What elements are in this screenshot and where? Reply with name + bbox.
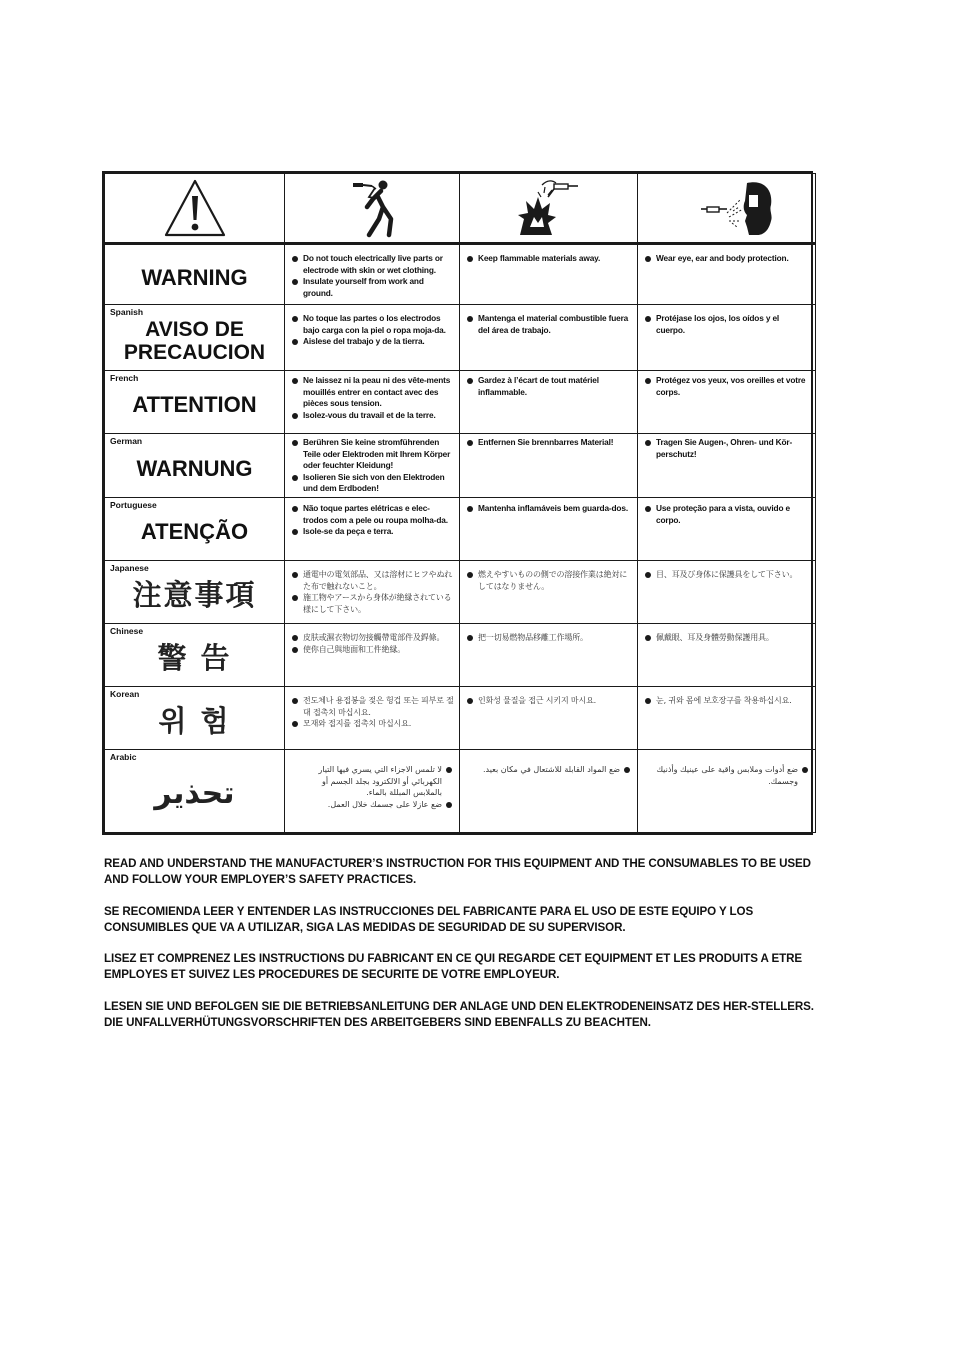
row-spanish	[105, 305, 816, 371]
list-item: 佩戴眼、耳及身體勞動保護用具。	[644, 632, 810, 644]
warning-word: WARNING	[141, 264, 248, 290]
row-english	[105, 244, 816, 305]
lang-cell	[105, 244, 285, 305]
fire-explosion-icon	[514, 177, 584, 239]
list-item: Mantenha inflamáveis bem guarda-dos.	[466, 503, 632, 515]
shock-text-cell	[285, 244, 460, 305]
list-item: Entfernen Sie brennbarres Material!	[466, 437, 632, 449]
lang-cell	[105, 498, 285, 561]
list-item: ضع عازلا على جسمك خلال العمل.	[291, 799, 453, 811]
language-label: Arabic	[110, 752, 137, 762]
list-item: Berühren Sie keine stromführenden Teile oder Elektroden mit Ihrem Körper oder feuchter Kleidung!	[291, 437, 454, 472]
list-item: Gardez à l’écart de tout matériel inflammable.	[466, 375, 632, 398]
warning-word: ATTENTION	[132, 392, 257, 417]
lang-cell	[105, 371, 285, 434]
warning-word: 위 험	[158, 704, 231, 738]
list-item: 目、耳及び身体に保護具をして下さい。	[644, 569, 810, 581]
warning-icon-cell	[105, 174, 285, 244]
instruction-paragraph-spanish: SE RECOMIENDA LEER Y ENTENDER LAS INSTRUCCIONES DEL FABRICANTE PARA EL USO DE ESTE EQUIPO Y LOS CONSUMIBLES QUE VA A UTILIZAR, SIGA LAS MEDIDAS DE SEGURIDAD DE SU SUPERVISOR.	[104, 905, 754, 934]
warning-word: 警 告	[157, 641, 232, 675]
warning-word: ATENÇÃO	[140, 519, 249, 544]
warning-word: AVISO DE PRECAUCION	[123, 317, 266, 364]
shock-text-cell	[285, 750, 460, 833]
language-label: German	[110, 436, 143, 446]
shock-text-cell	[285, 561, 460, 624]
list-item: No toque las partes o los electrodos bajo carga con la piel o ropa moja-da.	[291, 313, 454, 336]
lang-cell	[105, 434, 285, 498]
language-label: Korean	[110, 689, 140, 699]
instruction-paragraph-german: LESEN SIE UND BEFOLGEN SIE DIE BETRIEBSANLEITUNG DER ANLAGE UND DEN ELEKTRODENEINSATZ DES HER-STELLERS. DIE UNFALLVERHÜTUNGSVORSCHRIFTEN DES ARBEITGEBERS SIND EBENFALLS ZU BEACHTEN.	[104, 1000, 814, 1029]
instruction-paragraph-english: READ AND UNDERSTAND THE MANUFACTURER’S INSTRUCTION FOR THIS EQUIPMENT AND THE CONSUMABLES TO BE USED AND FOLLOW YOUR EMPLOYER’S SAFETY PRACTICES.	[104, 857, 811, 886]
fire-icon-cell	[460, 174, 638, 244]
list-item: Isolieren Sie sich von den Elektroden und dem Erdboden!	[291, 472, 454, 495]
language-label: Japanese	[110, 563, 149, 573]
language-label: Portuguese	[110, 500, 157, 510]
row-japanese	[105, 561, 816, 624]
row-arabic	[105, 750, 816, 833]
fire-text-cell	[460, 498, 638, 561]
list-item: Isolez-vous du travail et de la terre.	[291, 410, 454, 422]
warning-word: WARNUNG	[136, 455, 253, 481]
fire-text-cell	[460, 244, 638, 305]
list-item: 전도체나 용접봉을 젖은 헝겁 또는 피부로 절대 접촉치 마십시요.	[291, 695, 454, 718]
list-item: 눈, 귀와 몸에 보호장구를 착용하십시요.	[644, 695, 810, 707]
list-item: Não toque partes elétricas e elec-trodos com a pele ou roupa molha-da.	[291, 503, 454, 526]
list-item: 인화성 물질을 접근 시키지 마시요.	[466, 695, 632, 707]
list-item: Ne laissez ni la peau ni des vête-ments mouillés entrer en contact avec des pièces sous tension.	[291, 375, 454, 410]
list-item: Aislese del trabajo y de la tierra.	[291, 336, 454, 348]
list-item: Protégez vos yeux, vos oreilles et votre corps.	[644, 375, 810, 398]
lang-cell	[105, 687, 285, 750]
eye-text-cell	[638, 624, 816, 687]
language-label: French	[110, 373, 139, 383]
icon-row	[105, 174, 816, 244]
shock-text-cell	[285, 305, 460, 371]
eye-text-cell	[638, 434, 816, 498]
list-item: Mantenga el material combustible fuera del área de trabajo.	[466, 313, 632, 336]
list-item: 施工物やアースから身体が絶縁されている様にして下さい。	[291, 592, 454, 615]
shock-text-cell	[285, 434, 460, 498]
fire-text-cell	[460, 561, 638, 624]
electric-shock-icon	[339, 177, 405, 239]
row-chinese	[105, 624, 816, 687]
lang-cell	[105, 305, 285, 371]
eye-text-cell	[638, 750, 816, 833]
eye-text-cell	[638, 244, 816, 305]
eye-text-cell	[638, 371, 816, 434]
row-french	[105, 371, 816, 434]
row-portuguese	[105, 498, 816, 561]
fire-text-cell	[460, 624, 638, 687]
fire-text-cell	[460, 434, 638, 498]
shock-text-cell	[285, 687, 460, 750]
language-label: Spanish	[110, 307, 144, 317]
list-item: 通電中の電気部品、又は溶材にヒフやぬれた布で触れないこと。	[291, 569, 454, 592]
lang-cell	[105, 624, 285, 687]
list-item: Tragen Sie Augen-, Ohren- und Kör-perschutz!	[644, 437, 810, 460]
fire-text-cell	[460, 687, 638, 750]
list-item: لا تلمس الاجزاء التي يسري فيها التيار الكهربائي أو الالكترود بجلد الجسم أو بالملابس المبللة بالماء.	[291, 764, 453, 799]
shock-text-cell	[285, 498, 460, 561]
lang-cell	[105, 561, 285, 624]
lang-cell	[105, 750, 285, 833]
list-item: 皮肤或濕衣物切勿接觸帶電部件及銲條。	[291, 632, 454, 644]
list-item: Do not touch electrically live parts or electrode with skin or wet clothing.	[291, 253, 454, 276]
warning-word: تحذير	[154, 776, 235, 811]
shock-text-cell	[285, 624, 460, 687]
list-item: ضع أدوات وملابس واقية على عينيك وأذنيك وجسمك.	[644, 764, 809, 787]
list-item: Wear eye, ear and body protection.	[644, 253, 810, 265]
safety-warning-table	[104, 173, 816, 833]
list-item: ضع المواد القابلة للاشتعال في مكان بعيد.	[466, 764, 631, 776]
fire-text-cell	[460, 371, 638, 434]
row-korean	[105, 687, 816, 750]
list-item: 모재와 접지를 접촉치 마십시요.	[291, 718, 454, 730]
shock-text-cell	[285, 371, 460, 434]
list-item: 使你自己與地面和工件絶縁。	[291, 644, 454, 656]
eye-text-cell	[638, 498, 816, 561]
instruction-paragraph-french: LISEZ ET COMPRENEZ LES INSTRUCTIONS DU FABRICANT EN CE QUI REGARDE CET EQUIPMENT ET LES PRODUITS A ETRE EMPLOYES ET SUIVEZ LES PROCEDURES DE SECURITE DE VOTRE EMPLOYEUR.	[104, 952, 803, 981]
list-item: Protéjase los ojos, los oídos y el cuerpo.	[644, 313, 810, 336]
arc-rays-face-icon	[677, 177, 777, 239]
eye-text-cell	[638, 561, 816, 624]
warning-triangle-icon	[163, 178, 227, 238]
list-item: Isole-se da peça e terra.	[291, 526, 454, 538]
language-label: Chinese	[110, 626, 144, 636]
list-item: Use proteção para a vista, ouvido e corpo.	[644, 503, 810, 526]
list-item: 燃えやすいものの側での溶接作業は絶対にしてはなりません。	[466, 569, 632, 592]
list-item: Keep flammable materials away.	[466, 253, 632, 265]
eye-text-cell	[638, 305, 816, 371]
safety-warning-table-frame	[102, 171, 813, 835]
fire-text-cell	[460, 305, 638, 371]
list-item: Insulate yourself from work and ground.	[291, 276, 454, 299]
fire-text-cell	[460, 750, 638, 833]
eye-icon-cell	[638, 174, 816, 244]
warning-word: 注意事項	[132, 578, 257, 612]
eye-text-cell	[638, 687, 816, 750]
shock-icon-cell	[285, 174, 460, 244]
list-item: 把一切易燃物品移離工作場所。	[466, 632, 632, 644]
row-german	[105, 434, 816, 498]
